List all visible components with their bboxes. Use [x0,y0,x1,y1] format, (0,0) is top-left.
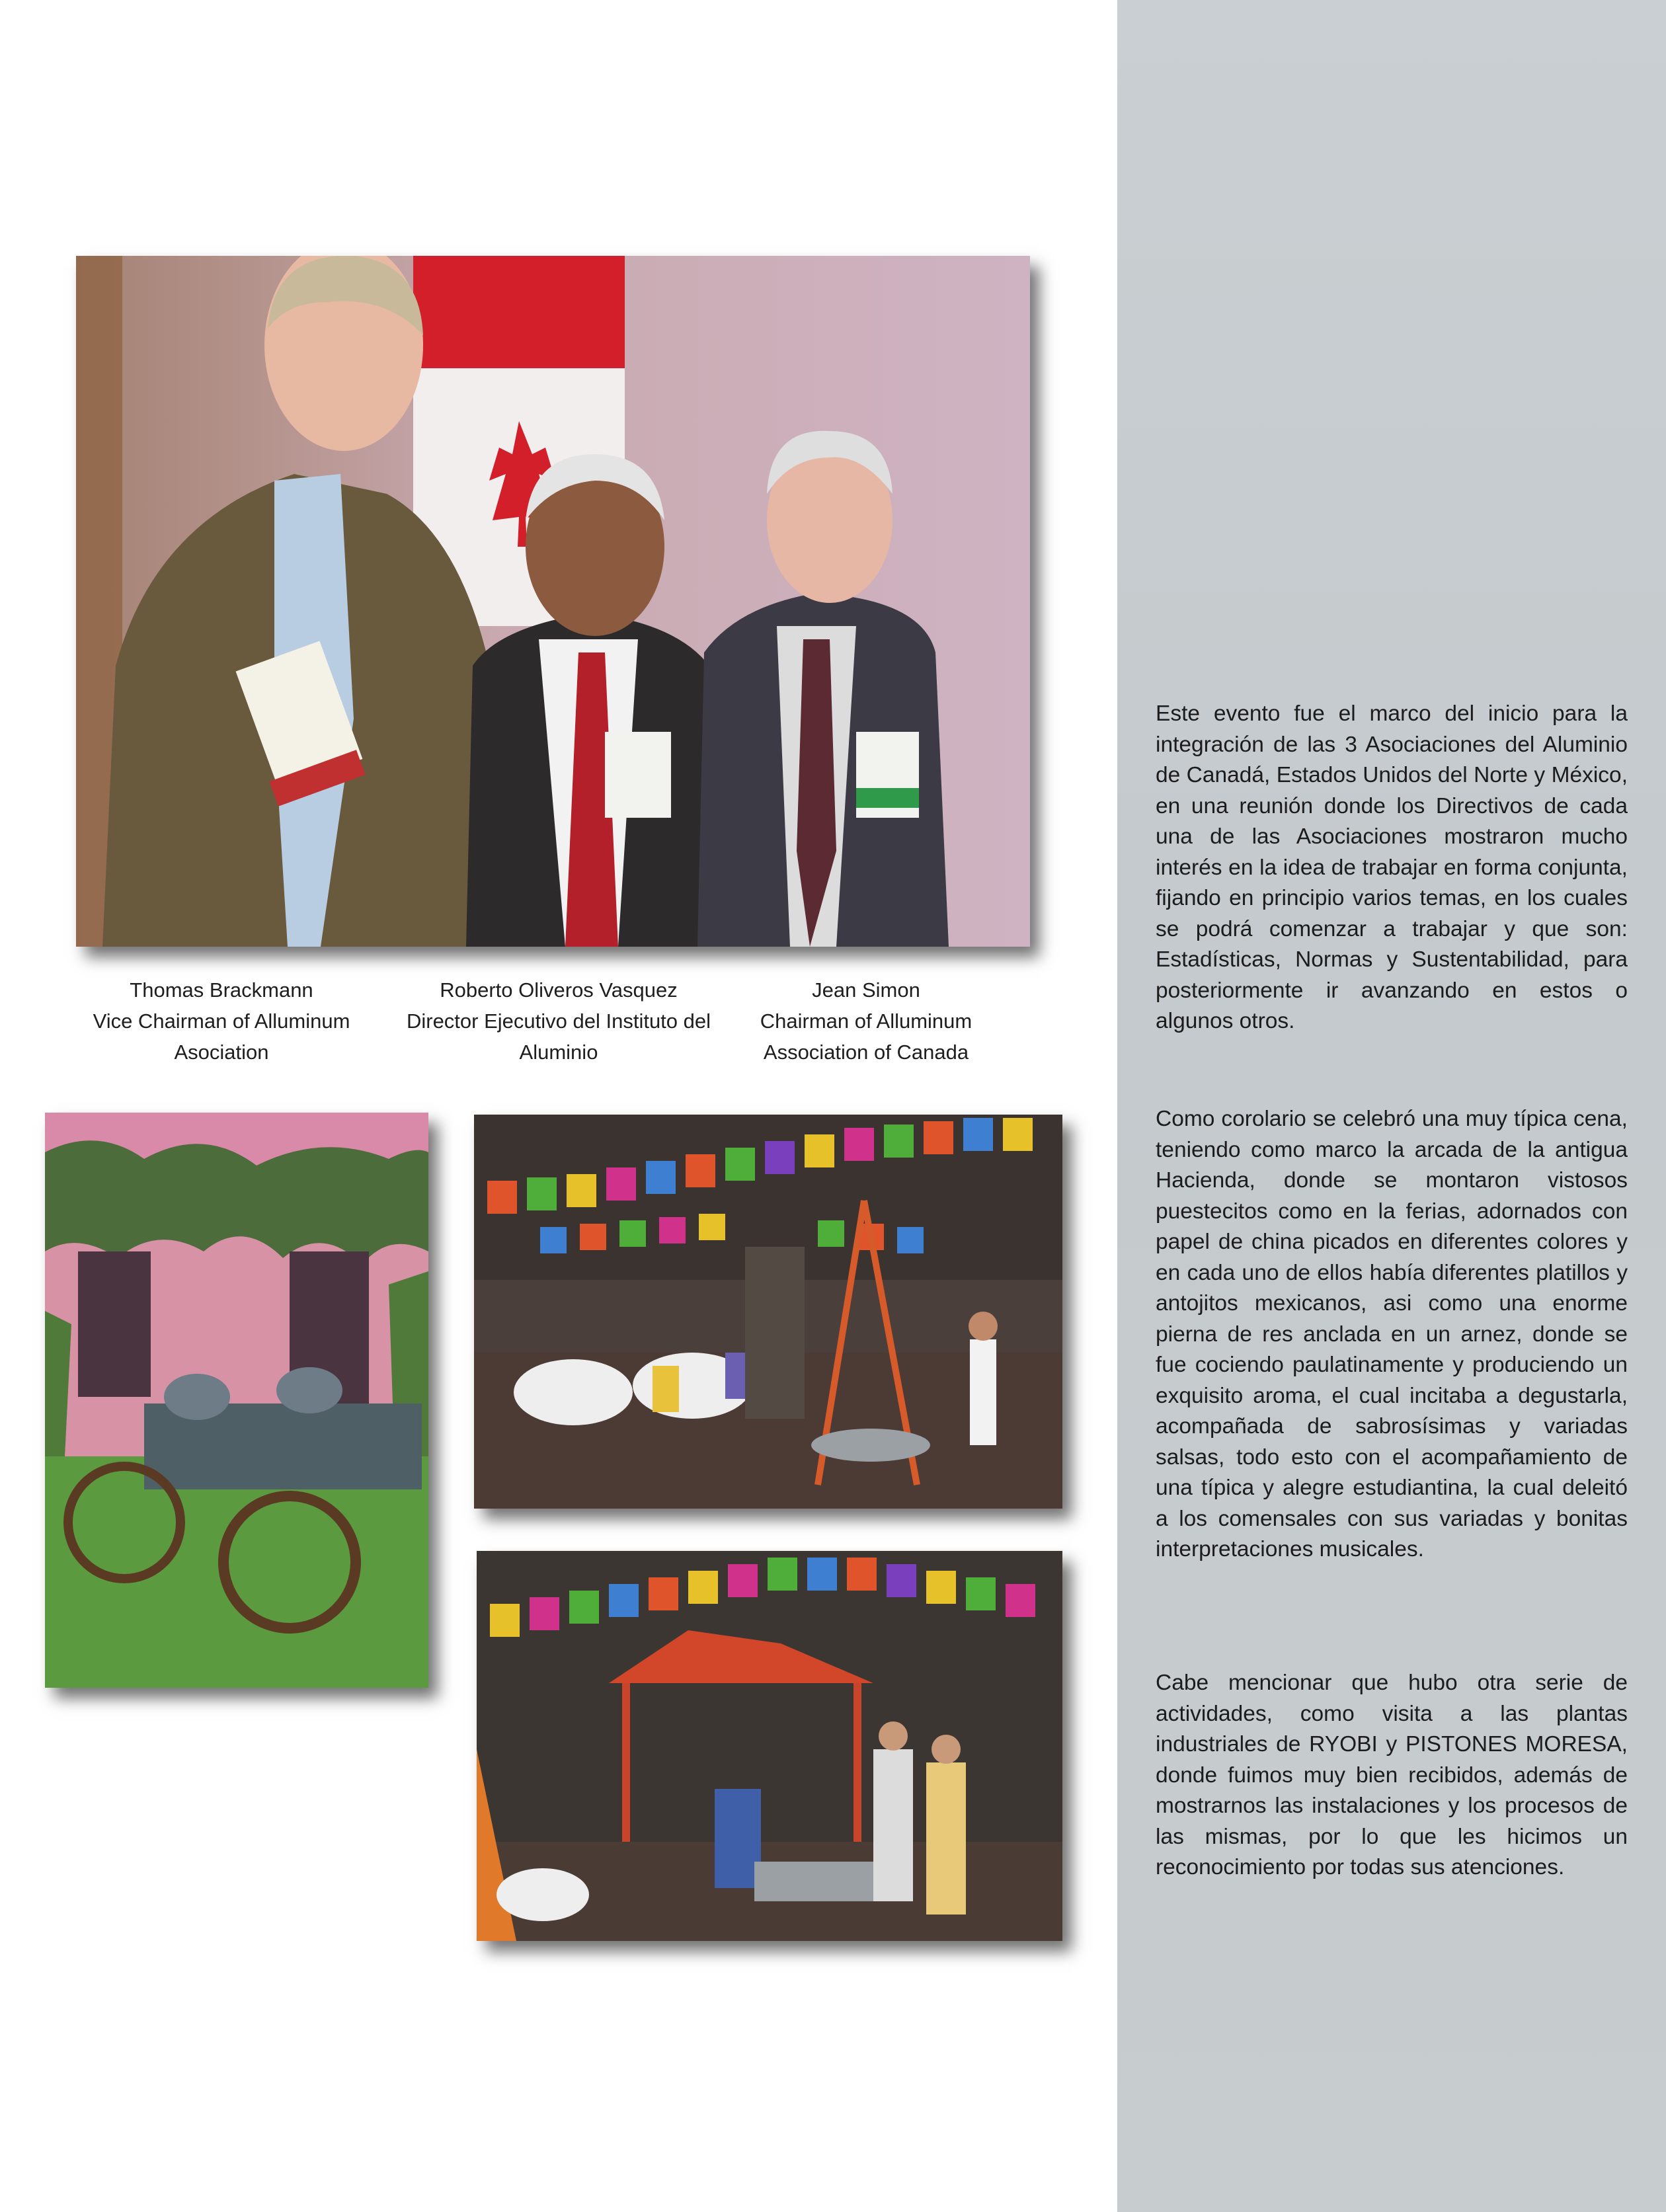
group-photo [76,256,1030,947]
article-paragraph-2: Como corolario se celebró una muy típica cena, teniendo como marco la arcada de la antigua Hacienda, donde se montaron vistosos puestecitos como en la ferias, adornados con papel de china picados en diferentes colores y en cada uno de ellos había diferentes platillos y antojitos mexicanos, asi como una enorme pierna de res anclada en un arnez, donde se fue cociendo paulatinamente y produciendo un exquisito aroma, el cual incitaba a degustarla, acompañada de sabrosísimas y variadas salsas, todo esto con el acompañamiento de una típica y alegre estudiantina, la cual deleitó a los comensales con sus variadas y bonitas interpretaciones musicales. [1156,1107,1628,1561]
caption-roberto [403,974,714,1068]
food-stalls-photo [477,1551,1062,1941]
caption-role: Vice Chairman of Alluminum Asociation [93,1009,350,1064]
caption-name: Jean Simon [812,978,920,1002]
caption-jean [737,974,995,1068]
article-paragraph-1: Este evento fue el marco del inicio para la integración de las 3 Asociaciones del Aluminio de Canadá, Estados Unidos del Norte y México, en una reunión donde los Directivos de cada una de las Asociaciones mostraron mucho interés en la idea de trabajar en forma conjunta, fijando en principio varios temas, en los cuales se podrá comenzar a trabajar y que son: Estadísticas, Normas y Sustentabilidad, para posteriormente ir avanzando en estos o algunos otros. [1156,701,1628,1033]
caption-name: Roberto Oliveros Vasquez [440,978,678,1002]
caption-name: Thomas Brackmann [130,978,313,1002]
caption-role: Chairman of Alluminum Association of Canada [760,1009,972,1064]
article-paragraph-3: Cabe mencionar que hubo otra serie de actividades, como visita a las plantas industriales de RYOBI y PISTONES MORESA, donde fuimos muy bien recibidos, además de mostrarnos las instalaciones y los procesos de las mismas, por lo que les hicimos un reconocimiento por todas sus atenciones. [1156,1671,1628,1879]
caption-thomas [69,974,374,1068]
dinner-hall-photo [474,1115,1062,1509]
caption-role: Director Ejecutivo del Instituto del Aluminio [406,1009,711,1064]
wagon-photo [45,1113,428,1688]
